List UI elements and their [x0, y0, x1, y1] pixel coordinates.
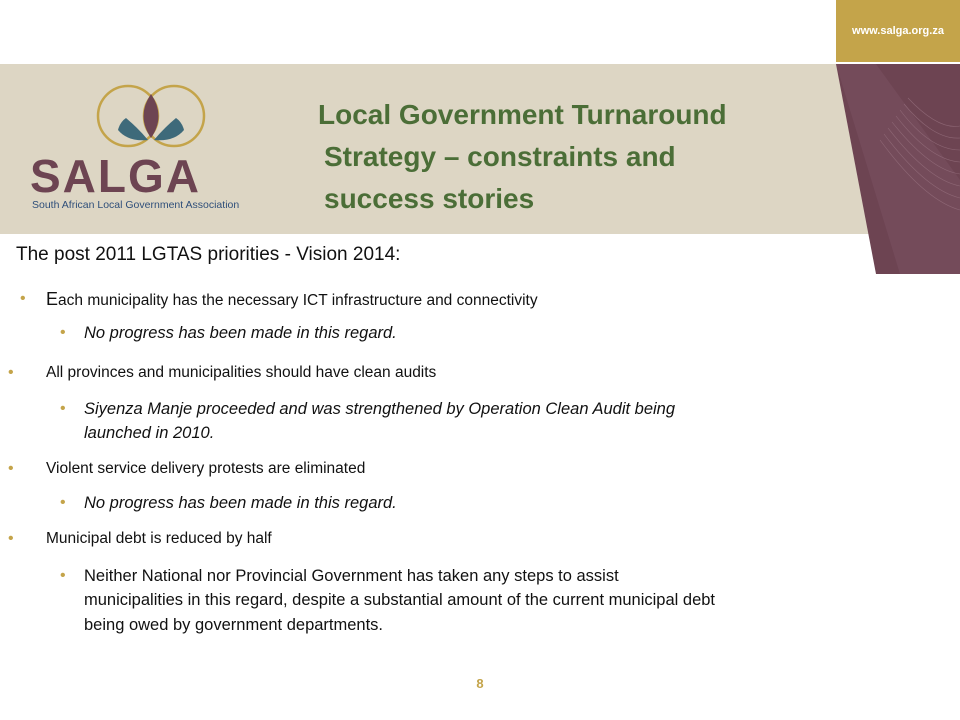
bullet-dot: • [8, 530, 14, 547]
website-link[interactable]: www.salga.org.za [836, 0, 960, 62]
salga-logo [28, 80, 280, 212]
list-item [8, 528, 272, 550]
page-number: 8 [476, 676, 484, 691]
sub-list-item-cont [84, 588, 715, 612]
bullet-dot: • [8, 460, 14, 477]
logo-tagline: South African Local Government Association [32, 199, 240, 211]
bullet-dot: • [60, 567, 66, 584]
sub-list-item-cont [84, 422, 214, 444]
item-text: All provinces and municipalities should have clean audits [46, 364, 437, 381]
bullet-dot: • [60, 324, 66, 341]
sub-list-item [60, 322, 397, 344]
list-item [8, 458, 366, 480]
logo-wordmark: SALGA [30, 150, 201, 202]
bullet-dot: • [60, 494, 66, 511]
sub-item-text: Neither National nor Provincial Government has taken any steps to assist [84, 567, 619, 585]
title-line-2: Strategy – constraints and [324, 141, 676, 172]
sub-list-item [60, 492, 397, 514]
item-text: Violent service delivery protests are eliminated [46, 460, 366, 477]
title-line-3: success stories [324, 183, 535, 214]
item-text: ach municipality has the necessary ICT infrastructure and connectivity [58, 292, 538, 309]
list-item [8, 362, 437, 384]
item-text: Municipal debt is reduced by half [46, 530, 272, 547]
sub-list-item [60, 398, 676, 420]
sub-item-text: being owed by government departments. [84, 616, 384, 634]
bullet-dot: • [20, 290, 26, 307]
bullet-dot: • [8, 364, 14, 381]
sub-list-item [60, 564, 619, 588]
bullet-dot: • [60, 400, 66, 417]
sub-item-text: No progress has been made in this regard. [84, 494, 397, 512]
list-item [20, 288, 538, 312]
subheading: The post 2011 LGTAS priorities - Vision 2014: [16, 244, 401, 265]
first-letter: E [46, 289, 59, 309]
page-title [318, 94, 818, 220]
sub-list-item-cont [84, 613, 383, 637]
sub-item-text: No progress has been made in this regard. [84, 324, 397, 342]
title-line-1: Local Government Turnaround [318, 99, 727, 130]
sub-item-text: launched in 2010. [84, 424, 215, 442]
sub-item-text: Siyenza Manje proceeded and was strengthened by Operation Clean Audit being [84, 400, 676, 418]
sub-item-text: municipalities in this regard, despite a substantial amount of the current municipal debt [84, 591, 716, 609]
